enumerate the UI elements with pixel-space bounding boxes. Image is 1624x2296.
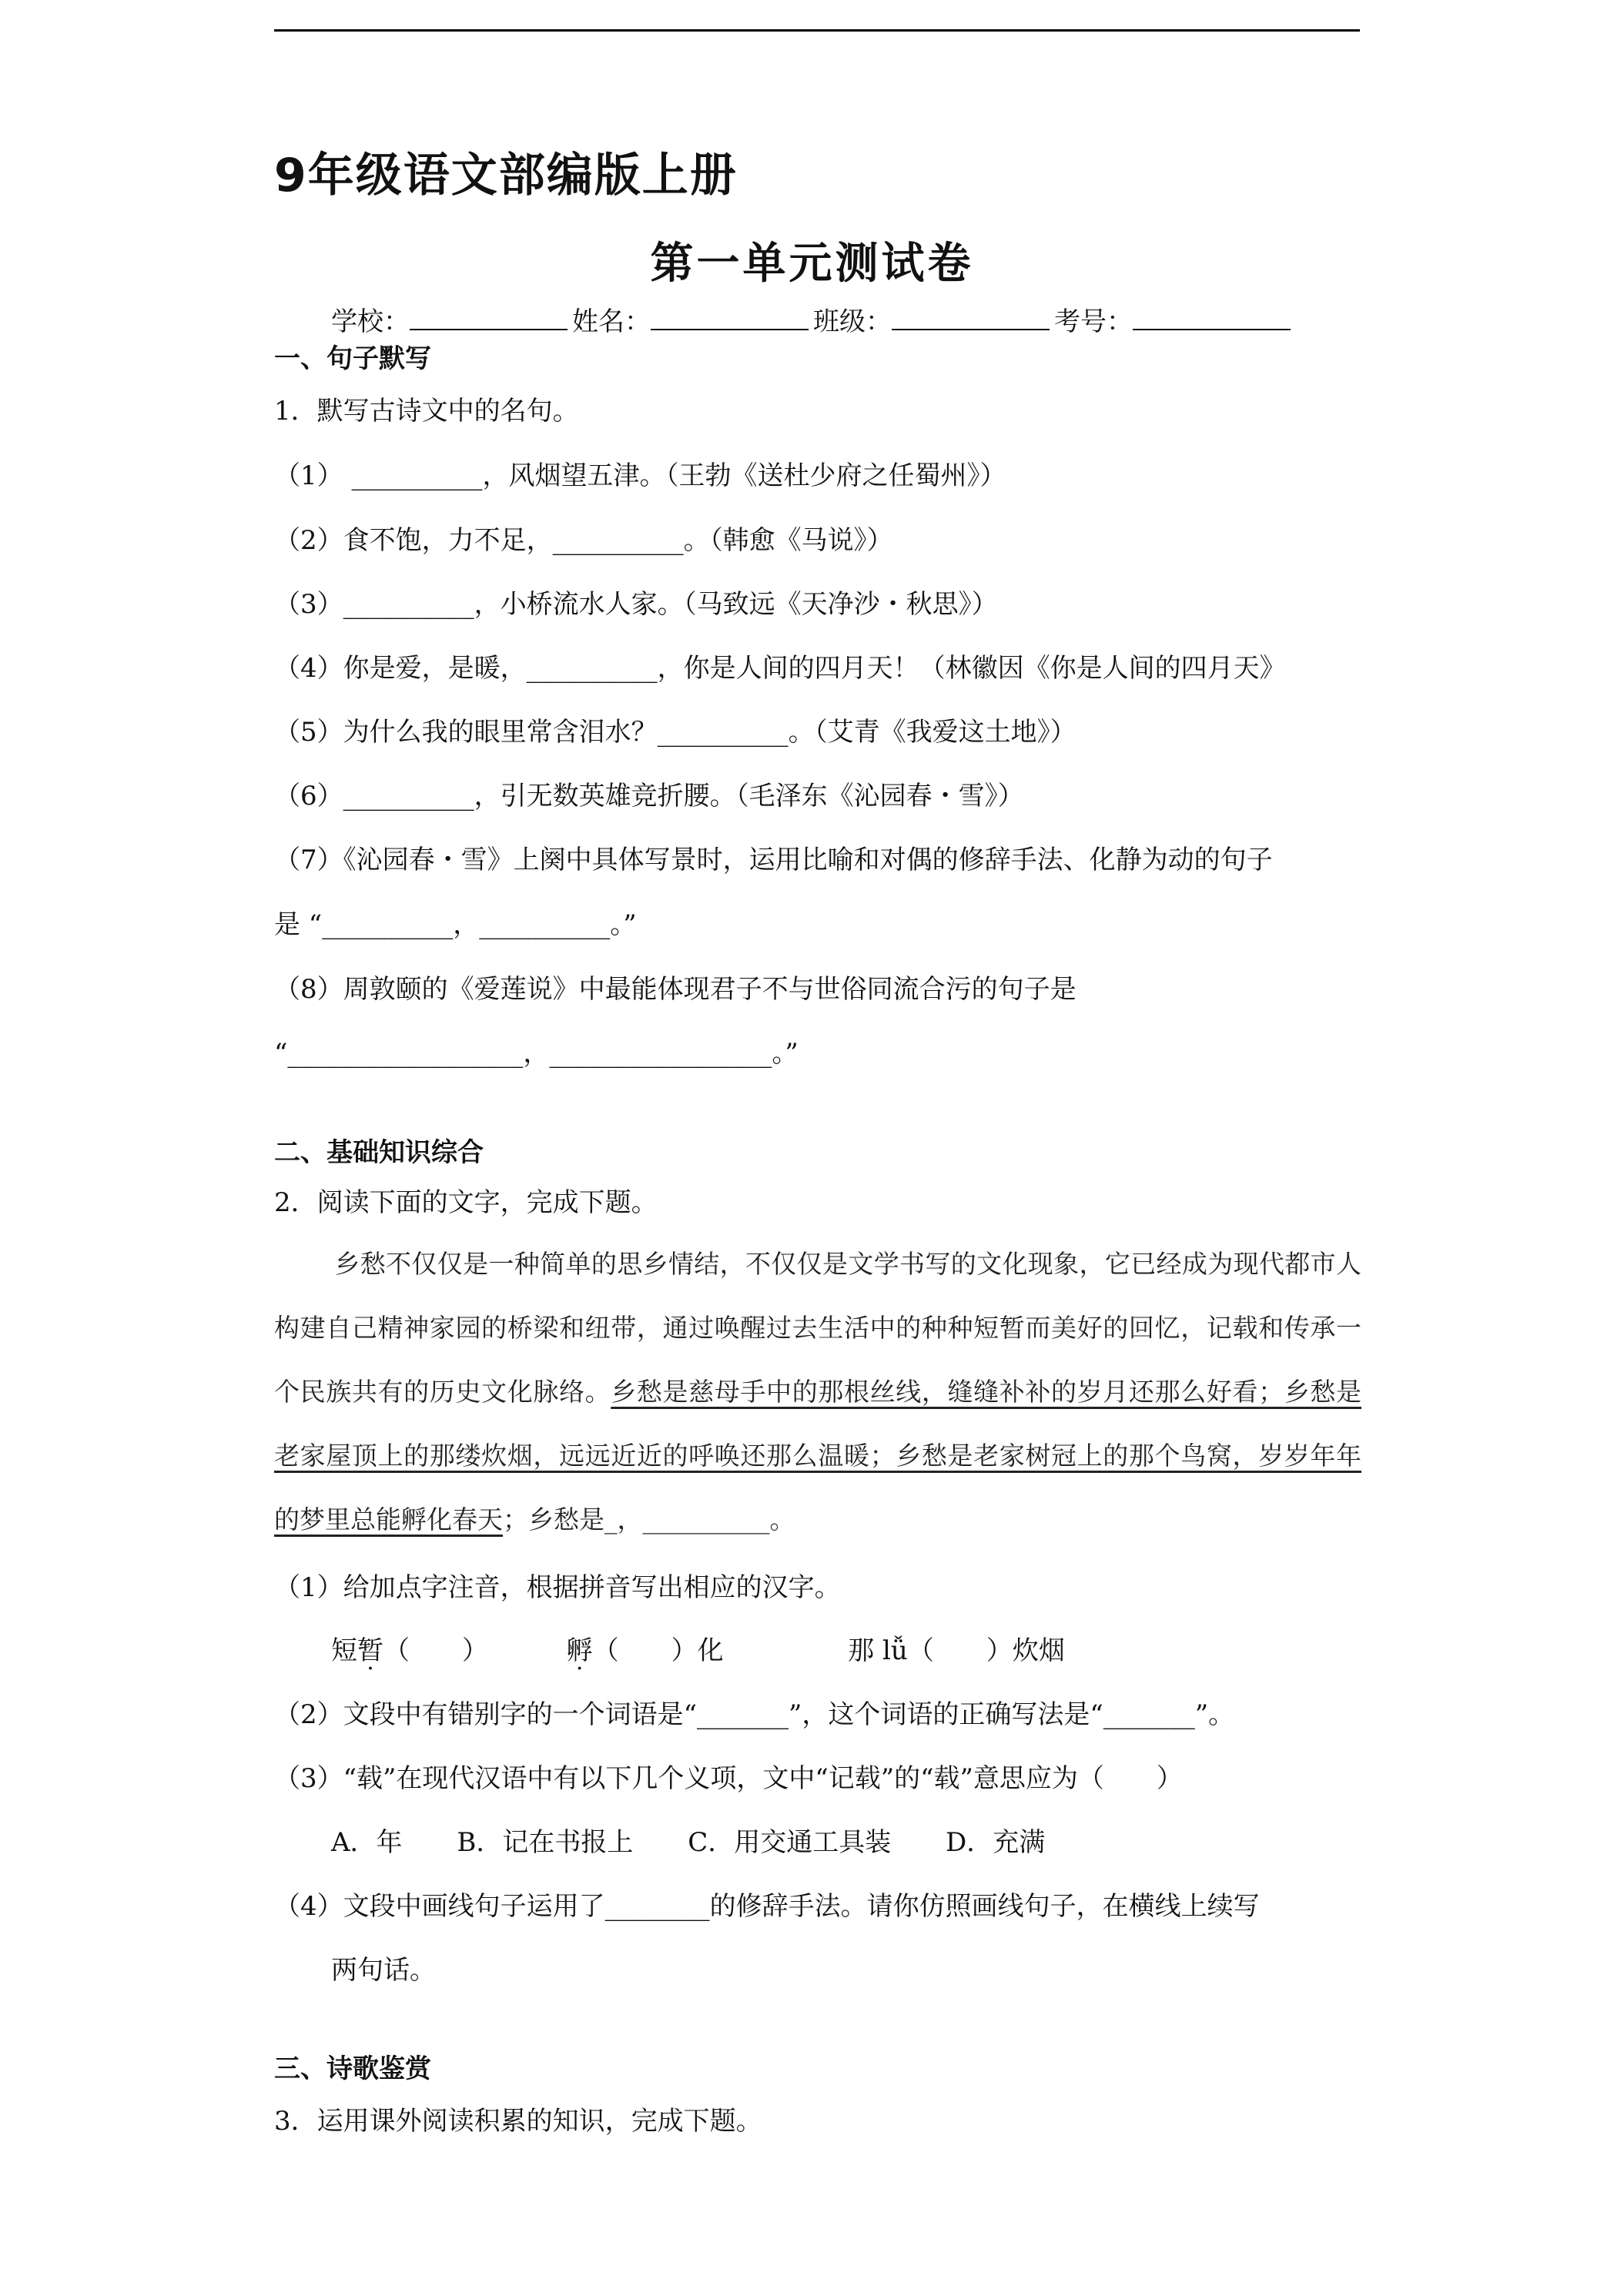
item-4: （4）你是爱，是暖，__________，你是人间的四月天！（林徽因《你是人间的四月天》 [274,653,1286,684]
section-heading: 一、句子默写 [274,343,431,374]
passage-end: ；乡愁是_，__________。 [503,1504,795,1535]
sub-question-1: （1）给加点字注音，根据拼音写出相应的汉字。 [274,1572,841,1603]
item-1: （1） __________，风烟望五津。（王勃《送杜少府之任蜀州》） [274,460,1006,491]
student-info-row [331,300,1295,338]
options-row [331,1826,1045,1859]
item-2: （2）食不饱，力不足，__________。（韩愈《马说》） [274,525,893,556]
class-label: 班级： [813,306,892,337]
name-label: 姓名： [572,306,651,337]
word-3: 那 lǚ（ ）炊烟 [848,1635,1065,1666]
passage-text: 乡愁不仅仅是一种简单的思乡情结，不仅仅是文学书写的文化现象，它已经成为现代都市人构建自己精神家园的桥梁和纽带，通过唤醒过去生活中的种种短暂而美好的回忆，记载和传承一个民族共有的历史文化脉络。 [274,1249,1361,1407]
item-8: （8）周敦颐的《爱莲说》中最能体现君子不与世俗同流合污的句子是 [274,974,1077,1005]
item-6: （6）__________，引无数英雄竞折腰。（毛泽东《沁园春・雪》） [274,781,1024,812]
reading-passage [274,1232,1361,1551]
item-7-cont: 是 “__________，__________。” [274,909,637,940]
class-blank[interactable] [892,307,1050,330]
option-c[interactable]: C．用交通工具装 [688,1827,892,1858]
item-5: （5）为什么我的眼里常含泪水？__________。（艾青《我爱这土地》） [274,717,1077,748]
header-rule [274,29,1360,32]
exam-number-blank[interactable] [1133,307,1291,330]
section-heading: 二、基础知识综合 [274,1137,484,1168]
option-d[interactable]: D．充满 [946,1827,1046,1858]
item-8-cont: “__________________，_________________。” [274,1038,799,1069]
document-subtitle: 第一单元测试卷 [650,239,974,289]
question-1: 1．默写古诗文中的名句。 [274,396,579,427]
word-1: 短 [331,1635,357,1666]
question-2: 2．阅读下面的文字，完成下题。 [274,1187,658,1218]
passage-underlined: 乡愁是慈母手中的那根丝线，缝缝补补的岁月还那么好看；乡愁是老家屋顶上的那缕炊烟，远远近近的呼唤还那么温暖；乡愁是老家树冠上的那个鸟窝，岁岁年年的梦里总能孵化春天 [274,1377,1362,1535]
item-3: （3）__________，小桥流水人家。（马致远《天净沙・秋思》） [274,589,998,620]
word-2: （ ）化 [592,1635,724,1666]
sub-question-4-cont: 两句话。 [331,1955,436,1986]
pinyin-row [331,1634,1065,1668]
sub-question-4: （4）文段中画线句子运用了________的修辞手法。请你仿照画线句子，在横线上续写 [274,1891,1260,1922]
section-heading: 三、诗歌鉴赏 [274,2053,431,2084]
sub-question-2: （2）文段中有错别字的一个词语是“_______”，这个词语的正确写法是“_______”。 [274,1699,1235,1730]
option-a[interactable]: A．年 [331,1827,403,1858]
option-b[interactable]: B．记在书报上 [457,1827,634,1858]
dotted-char: 孵 [566,1635,593,1666]
name-blank[interactable] [651,307,809,330]
blank-1: （ ） [383,1635,488,1666]
question-3: 3．运用课外阅读积累的知识，完成下题。 [274,2106,762,2137]
item-7: （7）《沁园春・雪》上阕中具体写景时，运用比喻和对偶的修辞手法、化静为动的句子 [274,845,1273,875]
sub-question-3: （3）“载”在现代汉语中有以下几个义项，文中“记载”的“载”意思应为（ ） [274,1763,1183,1794]
school-label: 学校： [331,306,410,337]
dotted-char: 暂 [357,1635,383,1666]
school-blank[interactable] [410,307,568,330]
exam-number-label: 考号： [1054,306,1133,337]
document-title: 9年级语文部编版上册 [274,149,738,202]
